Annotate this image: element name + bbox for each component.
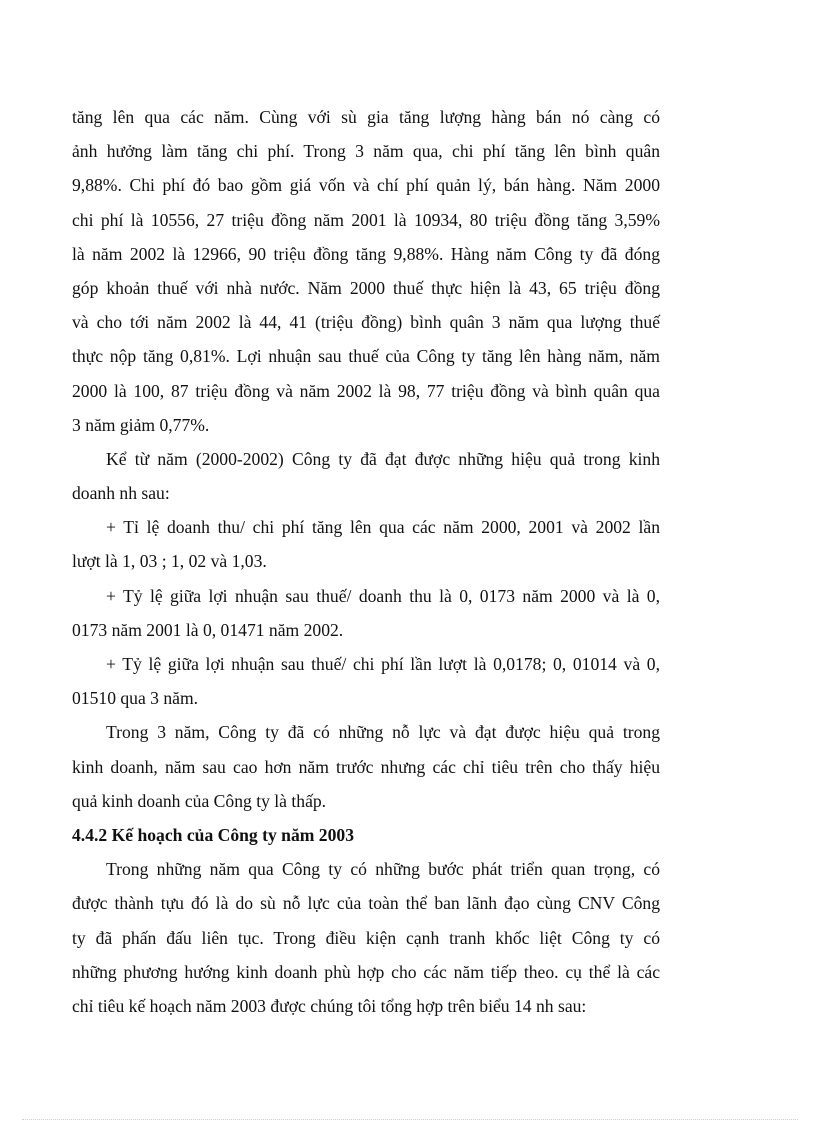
text-line: kinh doanh, năm sau cao hơn năm trước nhưng các chỉ tiêu trên cho thấy hiệu bbox=[72, 756, 660, 777]
text-line: Trong những năm qua Công ty có những bước phát triển quan trọng, có bbox=[106, 859, 660, 880]
text-line: 2000 là 100, 87 triệu đồng và năm 2002 là 98, 77 triệu đồng và bình quân qua bbox=[72, 380, 660, 401]
text-line: Kể từ năm (2000-2002) Công ty đã đạt được những hiệu quả trong kinh bbox=[106, 448, 660, 469]
text-line: chỉ tiêu kế hoạch năm 2003 được chúng tôi tổng hợp trên biểu 14 nh sau: bbox=[72, 995, 587, 1016]
bullet-profit-revenue-ratio bbox=[72, 579, 660, 647]
text-line: ảnh hưởng làm tăng chi phí. Trong 3 năm qua, chi phí tăng lên bình quân bbox=[72, 141, 660, 162]
text-line: là năm 2002 là 12966, 90 triệu đồng tăng 9,88%. Hàng năm Công ty đã đóng bbox=[72, 243, 660, 264]
text-line: được thành tựu đó là do sù nỗ lực của toàn thể ban lãnh đạo cùng CNV Công bbox=[72, 893, 660, 914]
text-line: + Tỷ lệ giữa lợi nhuận sau thuế/ chi phí lần lượt là 0,0178; 0, 01014 và 0, bbox=[106, 654, 660, 674]
bullet-profit-cost-ratio bbox=[72, 647, 660, 715]
text-line: lượt là 1, 03 ; 1, 02 và 1,03. bbox=[72, 551, 267, 572]
text-line: thực nộp tăng 0,81%. Lợi nhuận sau thuế của Công ty tăng lên hàng năm, năm bbox=[72, 346, 660, 367]
page-bottom-divider bbox=[22, 1119, 798, 1120]
text-line: ty đã phấn đấu liên tục. Trong điều kiện cạnh tranh khốc liệt Công ty có bbox=[72, 927, 660, 948]
section-heading: 4.4.2 Kế hoạch của Công ty năm 2003 bbox=[72, 824, 354, 845]
text-line: 9,88%. Chi phí đó bao gồm giá vốn và chí phí quản lý, bán hàng. Năm 2000 bbox=[72, 175, 660, 196]
text-line: + Tỉ lệ doanh thu/ chi phí tăng lên qua các năm 2000, 2001 và 2002 lần bbox=[106, 517, 660, 538]
text-line: quả kinh doanh của Công ty là thấp. bbox=[72, 790, 327, 811]
text-line: 3 năm giảm 0,77%. bbox=[72, 414, 210, 435]
text-line: chi phí là 10556, 27 triệu đồng năm 2001 là 10934, 80 triệu đồng tăng 3,59% bbox=[72, 209, 660, 230]
paragraph-cost-and-tax bbox=[72, 100, 660, 442]
text-line: 01510 qua 3 năm. bbox=[72, 688, 199, 709]
paragraph-conclusion bbox=[72, 715, 660, 818]
text-line: góp khoản thuế với nhà nước. Năm 2000 thuế thực hiện là 43, 65 triệu đồng bbox=[72, 277, 660, 298]
text-line: 0173 năm 2001 là 0, 01471 năm 2002. bbox=[72, 619, 344, 640]
text-line: doanh nh sau: bbox=[72, 483, 170, 504]
document-page bbox=[72, 100, 660, 1023]
text-line: Trong 3 năm, Công ty đã có những nỗ lực và đạt được hiệu quả trong bbox=[106, 722, 660, 743]
text-line: + Tỷ lệ giữa lợi nhuận sau thuế/ doanh thu là 0, 0173 năm 2000 và là 0, bbox=[106, 585, 660, 606]
bullet-revenue-cost-ratio bbox=[72, 510, 660, 578]
text-line: tăng lên qua các năm. Cùng với sù gia tăng lượng hàng bán nó càng có bbox=[72, 107, 660, 127]
text-line: những phương hướng kinh doanh phù hợp cho các năm tiếp theo. cụ thể là các bbox=[72, 961, 660, 982]
paragraph-efficiency-intro bbox=[72, 442, 660, 510]
paragraph-plan-2003 bbox=[72, 852, 660, 1023]
text-line: và cho tới năm 2002 là 44, 41 (triệu đồng) bình quân 3 năm qua lượng thuế bbox=[72, 312, 660, 333]
